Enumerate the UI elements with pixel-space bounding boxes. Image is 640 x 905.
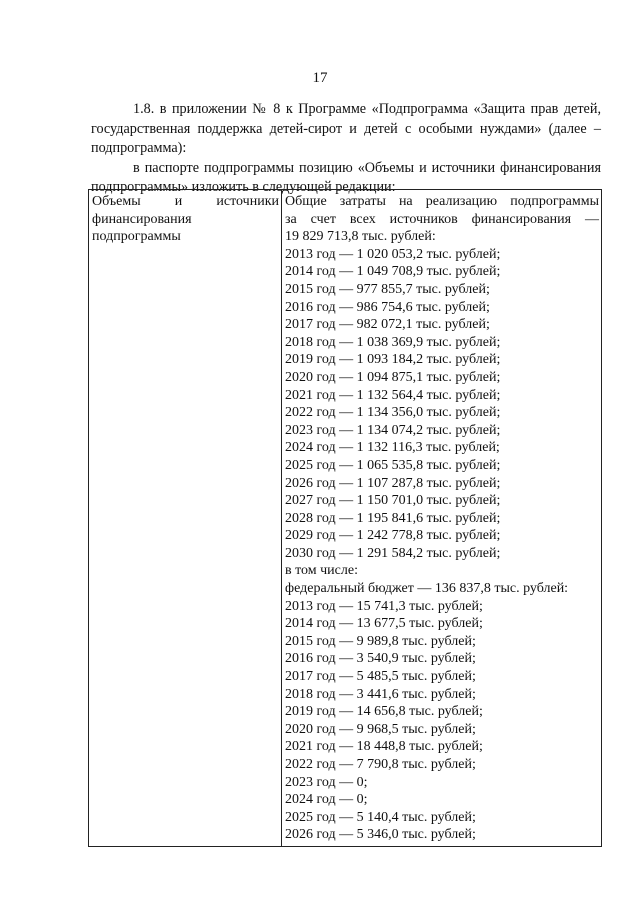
position-label-line: Объемы и источники [92, 194, 279, 209]
list-item: 2016 год — 986 754,6 тыс. рублей; [285, 299, 490, 315]
list-item: 2015 год — 9 989,8 тыс. рублей; [285, 633, 476, 649]
position-label-line: подпрограммы [92, 229, 181, 245]
list-item: 2018 год — 3 441,6 тыс. рублей; [285, 686, 476, 702]
including-label: в том числе: [285, 563, 358, 579]
list-item: 2018 год — 1 038 369,9 тыс. рублей; [285, 334, 501, 350]
list-item: 2017 год — 5 485,5 тыс. рублей; [285, 669, 476, 685]
list-item: 2022 год — 7 790,8 тыс. рублей; [285, 757, 476, 772]
position-label-line: финансирования [92, 211, 192, 227]
list-item: 2024 год — 0; [285, 792, 368, 808]
list-item: 2013 год — 1 020 053,2 тыс. рублей; [285, 246, 501, 262]
list-item: 2021 год — 18 448,8 тыс. рублей; [285, 739, 483, 755]
federal-by-year-list [285, 598, 599, 844]
list-item: 2024 год — 1 132 116,3 тыс. рублей; [285, 440, 500, 456]
financing-cell [282, 190, 602, 847]
summary-total: 19 829 713,8 тыс. рублей: [285, 229, 436, 245]
list-item: 2029 год — 1 242 778,8 тыс. рублей; [285, 528, 501, 544]
list-item: 2028 год — 1 195 841,6 тыс. рублей; [285, 510, 501, 526]
list-item: 2025 год — 5 140,4 тыс. рублей; [285, 809, 476, 825]
list-item: 2026 год — 5 346,0 тыс. рублей; [285, 827, 476, 843]
list-item: 2016 год — 3 540,9 тыс. рублей; [285, 651, 476, 667]
list-item: 2030 год — 1 291 584,2 тыс. рублей; [285, 545, 501, 561]
list-item: 2017 год — 982 072,1 тыс. рублей; [285, 317, 490, 333]
list-item: 2023 год — 1 134 074,2 тыс. рублей; [285, 422, 501, 438]
list-item: 2021 год — 1 132 564,4 тыс. рублей; [285, 387, 501, 403]
list-item: 2025 год — 1 065 535,8 тыс. рублей; [285, 457, 501, 473]
summary-line: за счет всех источников финансирования — [285, 211, 599, 227]
total-by-year-list [285, 246, 599, 563]
list-item: 2019 год — 1 093 184,2 тыс. рублей; [285, 352, 501, 368]
table-row [89, 190, 602, 847]
summary-line: Общие затраты на реализацию подпрограммы [285, 194, 599, 209]
list-item: 2026 год — 1 107 287,8 тыс. рублей; [285, 475, 501, 491]
intro-paragraph-2: в паспорте подпрограммы позицию «Объемы и источники финансирования подпрограммы» изложить в следующей редакции: [91, 159, 601, 195]
list-item: 2022 год — 1 134 356,0 тыс. рублей; [285, 405, 501, 421]
list-item: 2014 год — 1 049 708,9 тыс. рублей; [285, 264, 501, 280]
list-item: 2023 год — 0; [285, 774, 368, 790]
list-item: 2013 год — 15 741,3 тыс. рублей; [285, 598, 483, 614]
list-item: 2020 год — 1 094 875,1 тыс. рублей; [285, 369, 501, 385]
list-item: 2019 год — 14 656,8 тыс. рублей; [285, 704, 483, 720]
intro-paragraph-1: 1.8. в приложении № 8 к Программе «Подпрограмма «Защита прав детей, государственная поддержка детей-сирот и детей с особыми нуждами» (далее – подпрограмма): [91, 101, 601, 156]
position-label-cell [89, 190, 282, 847]
list-item: 2014 год — 13 677,5 тыс. рублей; [285, 616, 483, 632]
page-number: 17 [312, 70, 328, 86]
list-item: 2015 год — 977 855,7 тыс. рублей; [285, 281, 490, 297]
list-item: 2027 год — 1 150 701,0 тыс. рублей; [285, 493, 501, 509]
list-item: 2020 год — 9 968,5 тыс. рублей; [285, 721, 476, 737]
federal-budget-total: федеральный бюджет — 136 837,8 тыс. рублей: [285, 581, 569, 597]
passport-table [88, 189, 602, 847]
intro-text [91, 100, 601, 198]
